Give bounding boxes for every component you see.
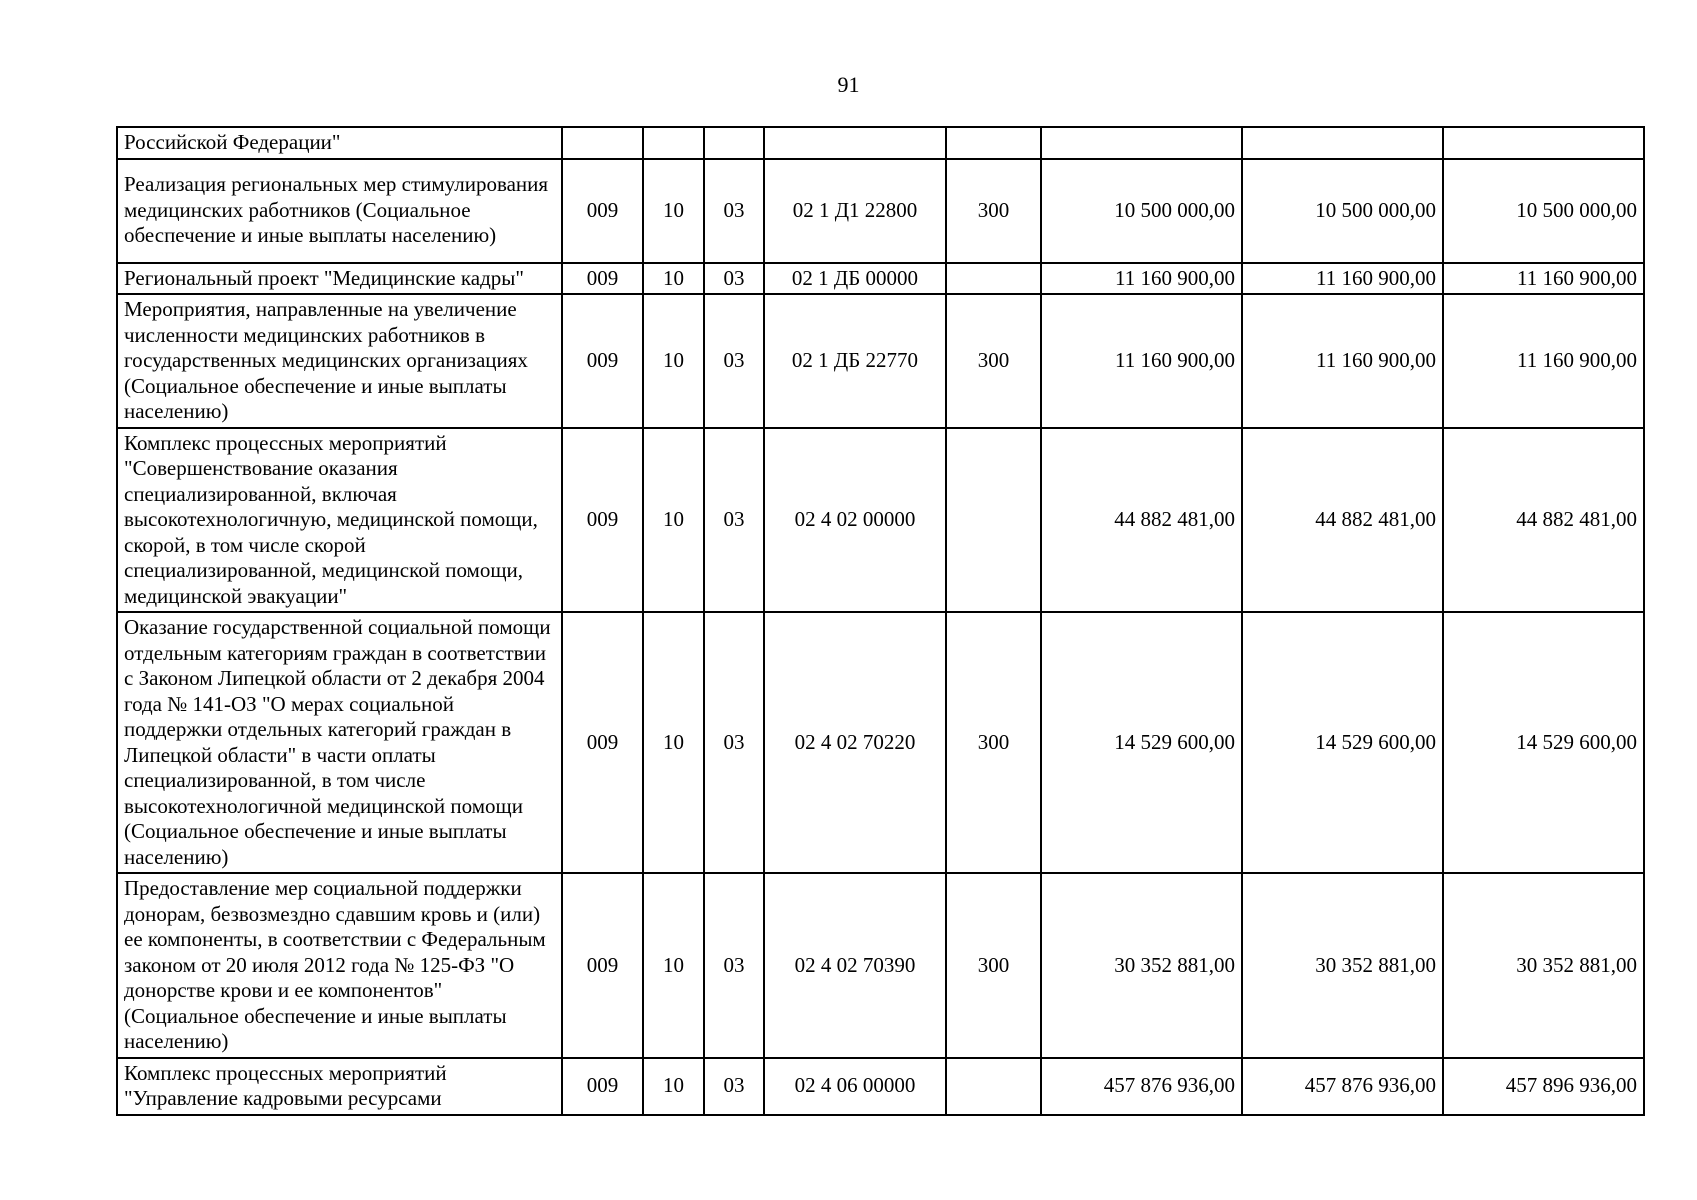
ministry-code: 009: [562, 294, 643, 428]
subsection-code: 03: [704, 159, 764, 263]
amount-year-3: 11 160 900,00: [1443, 294, 1644, 428]
ministry-code: [562, 127, 643, 159]
row-name: Реализация региональных мер стимулирования медицинских работников (Социальное обеспечение и иные выплаты населению): [117, 159, 562, 263]
ministry-code: 009: [562, 428, 643, 613]
amount-year-3: 44 882 481,00: [1443, 428, 1644, 613]
target-article: 02 4 02 70390: [764, 873, 946, 1058]
target-article: 02 1 ДБ 00000: [764, 263, 946, 295]
amount-year-2: 44 882 481,00: [1242, 428, 1443, 613]
subsection-code: 03: [704, 294, 764, 428]
row-name: Региональный проект "Медицинские кадры": [117, 263, 562, 295]
section-code: 10: [643, 1058, 704, 1115]
section-code: 10: [643, 294, 704, 428]
expense-type: 300: [946, 159, 1041, 263]
amount-year-1: 457 876 936,00: [1041, 1058, 1242, 1115]
section-code: 10: [643, 612, 704, 873]
amount-year-1: 10 500 000,00: [1041, 159, 1242, 263]
expense-type: 300: [946, 612, 1041, 873]
table-row: [117, 127, 1644, 159]
amount-year-1: 11 160 900,00: [1041, 294, 1242, 428]
table-row: [117, 263, 1644, 295]
amount-year-2: 457 876 936,00: [1242, 1058, 1443, 1115]
target-article: [764, 127, 946, 159]
amount-year-2: 14 529 600,00: [1242, 612, 1443, 873]
amount-year-2: 11 160 900,00: [1242, 294, 1443, 428]
target-article: 02 4 02 70220: [764, 612, 946, 873]
subsection-code: 03: [704, 612, 764, 873]
ministry-code: 009: [562, 1058, 643, 1115]
amount-year-1: [1041, 127, 1242, 159]
target-article: 02 1 ДБ 22770: [764, 294, 946, 428]
amount-year-2: [1242, 127, 1443, 159]
row-name: Комплекс процессных мероприятий "Совершенствование оказания специализированной, включая высокотехнологичную, медицинской помощи, скорой, в том числе скорой специализированной, медицинской помощи, медицинской эвакуации": [117, 428, 562, 613]
subsection-code: 03: [704, 873, 764, 1058]
ministry-code: 009: [562, 159, 643, 263]
table-row: [117, 159, 1644, 263]
section-code: 10: [643, 263, 704, 295]
section-code: [643, 127, 704, 159]
budget-table: [116, 126, 1645, 1116]
amount-year-3: 457 896 936,00: [1443, 1058, 1644, 1115]
subsection-code: 03: [704, 263, 764, 295]
subsection-code: 03: [704, 1058, 764, 1115]
table-row: [117, 1058, 1644, 1115]
amount-year-3: 14 529 600,00: [1443, 612, 1644, 873]
row-name: Предоставление мер социальной поддержки донорам, безвозмездно сдавшим кровь и (или) ее компоненты, в соответствии с Федеральным законом от 20 июля 2012 года № 125-ФЗ "О донорстве крови и ее компонентов" (Социальное обеспечение и иные выплаты населению): [117, 873, 562, 1058]
table-row: [117, 873, 1644, 1058]
ministry-code: 009: [562, 873, 643, 1058]
row-name: Российской Федерации": [117, 127, 562, 159]
amount-year-1: 44 882 481,00: [1041, 428, 1242, 613]
target-article: 02 4 06 00000: [764, 1058, 946, 1115]
expense-type: [946, 428, 1041, 613]
amount-year-1: 30 352 881,00: [1041, 873, 1242, 1058]
table-row: [117, 294, 1644, 428]
row-name: Комплекс процессных мероприятий "Управление кадровыми ресурсами: [117, 1058, 562, 1115]
subsection-code: 03: [704, 428, 764, 613]
table-row: [117, 428, 1644, 613]
target-article: 02 1 Д1 22800: [764, 159, 946, 263]
section-code: 10: [643, 159, 704, 263]
amount-year-2: 11 160 900,00: [1242, 263, 1443, 295]
amount-year-3: [1443, 127, 1644, 159]
expense-type: [946, 1058, 1041, 1115]
amount-year-3: 11 160 900,00: [1443, 263, 1644, 295]
subsection-code: [704, 127, 764, 159]
section-code: 10: [643, 873, 704, 1058]
row-name: Оказание государственной социальной помощи отдельным категориям граждан в соответствии с Законом Липецкой области от 2 декабря 2004 года № 141-ОЗ "О мерах социальной поддержки отдельных категорий граждан в Липецкой области" в части оплаты специализированной, в том числе высокотехнологичной медицинской помощи (Социальное обеспечение и иные выплаты населению): [117, 612, 562, 873]
amount-year-2: 10 500 000,00: [1242, 159, 1443, 263]
expense-type: 300: [946, 873, 1041, 1058]
amount-year-3: 10 500 000,00: [1443, 159, 1644, 263]
page-number: 91: [837, 72, 860, 97]
ministry-code: 009: [562, 612, 643, 873]
row-name: Мероприятия, направленные на увеличение численности медицинских работников в государственных медицинских организациях (Социальное обеспечение и иные выплаты населению): [117, 294, 562, 428]
expense-type: [946, 127, 1041, 159]
amount-year-2: 30 352 881,00: [1242, 873, 1443, 1058]
amount-year-1: 14 529 600,00: [1041, 612, 1242, 873]
section-code: 10: [643, 428, 704, 613]
ministry-code: 009: [562, 263, 643, 295]
target-article: 02 4 02 00000: [764, 428, 946, 613]
expense-type: [946, 263, 1041, 295]
amount-year-1: 11 160 900,00: [1041, 263, 1242, 295]
table-row: [117, 612, 1644, 873]
amount-year-3: 30 352 881,00: [1443, 873, 1644, 1058]
expense-type: 300: [946, 294, 1041, 428]
